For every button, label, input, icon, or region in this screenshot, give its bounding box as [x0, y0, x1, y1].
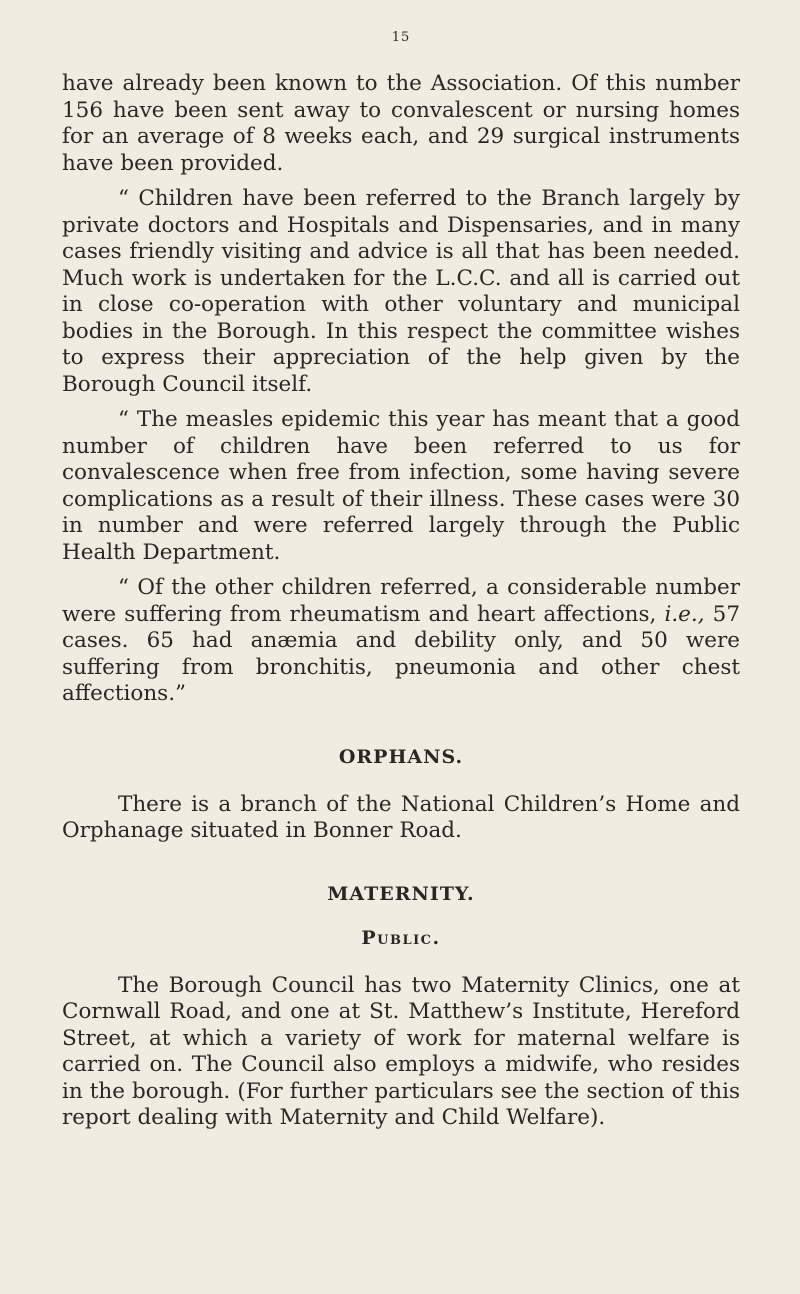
paragraph-other-children	[62, 575, 740, 708]
maternity-subheading-public: Public.	[361, 926, 441, 949]
paragraph-children-referred: “ Children have been referred to the Branch largely by private doctors and Hospitals and Dispensaries, and in many cases friendly visiting and advice is all that has been needed. Much work is undertaken for the L.C.C. and all is carried out in close co-operation with other voluntary and municipal bodies in the Borough. In this respect the committee wishes to express their appreciation of the help given by the Borough Council itself.	[62, 186, 740, 397]
paragraph-measles-epidemic: “ The measles epidemic this year has meant that a good number of children have been referred to us for convalescence when free from infection, some having severe complications as a result of their illness. These cases were 30 in number and were referred largely through the Public Health Department.	[62, 407, 740, 565]
document-page	[62, 30, 740, 1132]
paragraph-continuation: have already been known to the Association. Of this number 156 have been sent away to convalescent or nursing homes for an average of 8 weeks each, and 29 surgical instruments have been provided.	[62, 71, 740, 176]
orphans-paragraph: There is a branch of the National Children’s Home and Orphanage situated in Bonner Road.	[62, 791, 740, 843]
page-number: 15	[391, 30, 411, 45]
maternity-heading: MATERNITY.	[327, 882, 475, 905]
paragraph-other-children-part1: “ Of the other children referred, a considerable number were suffering from rheumatism and heart affections,	[62, 575, 740, 627]
paragraph-other-children-part2: 57 cases. 65 had anæmia and debility only, and 50 were suffering from bronchitis, pneumonia and other chest affections.”	[62, 601, 740, 706]
paragraph-other-children-italic: i.e.,	[664, 601, 705, 627]
orphans-heading: ORPHANS.	[338, 745, 464, 768]
maternity-paragraph: The Borough Council has two Maternity Clinics, one at Cornwall Road, and one at St. Matthew’s Institute, Hereford Street, at which a variety of work for maternal welfare is carried on. The Council also employs a midwife, who resides in the borough. (For further particulars see the section of this report dealing with Maternity and Child Welfare).	[62, 972, 740, 1130]
